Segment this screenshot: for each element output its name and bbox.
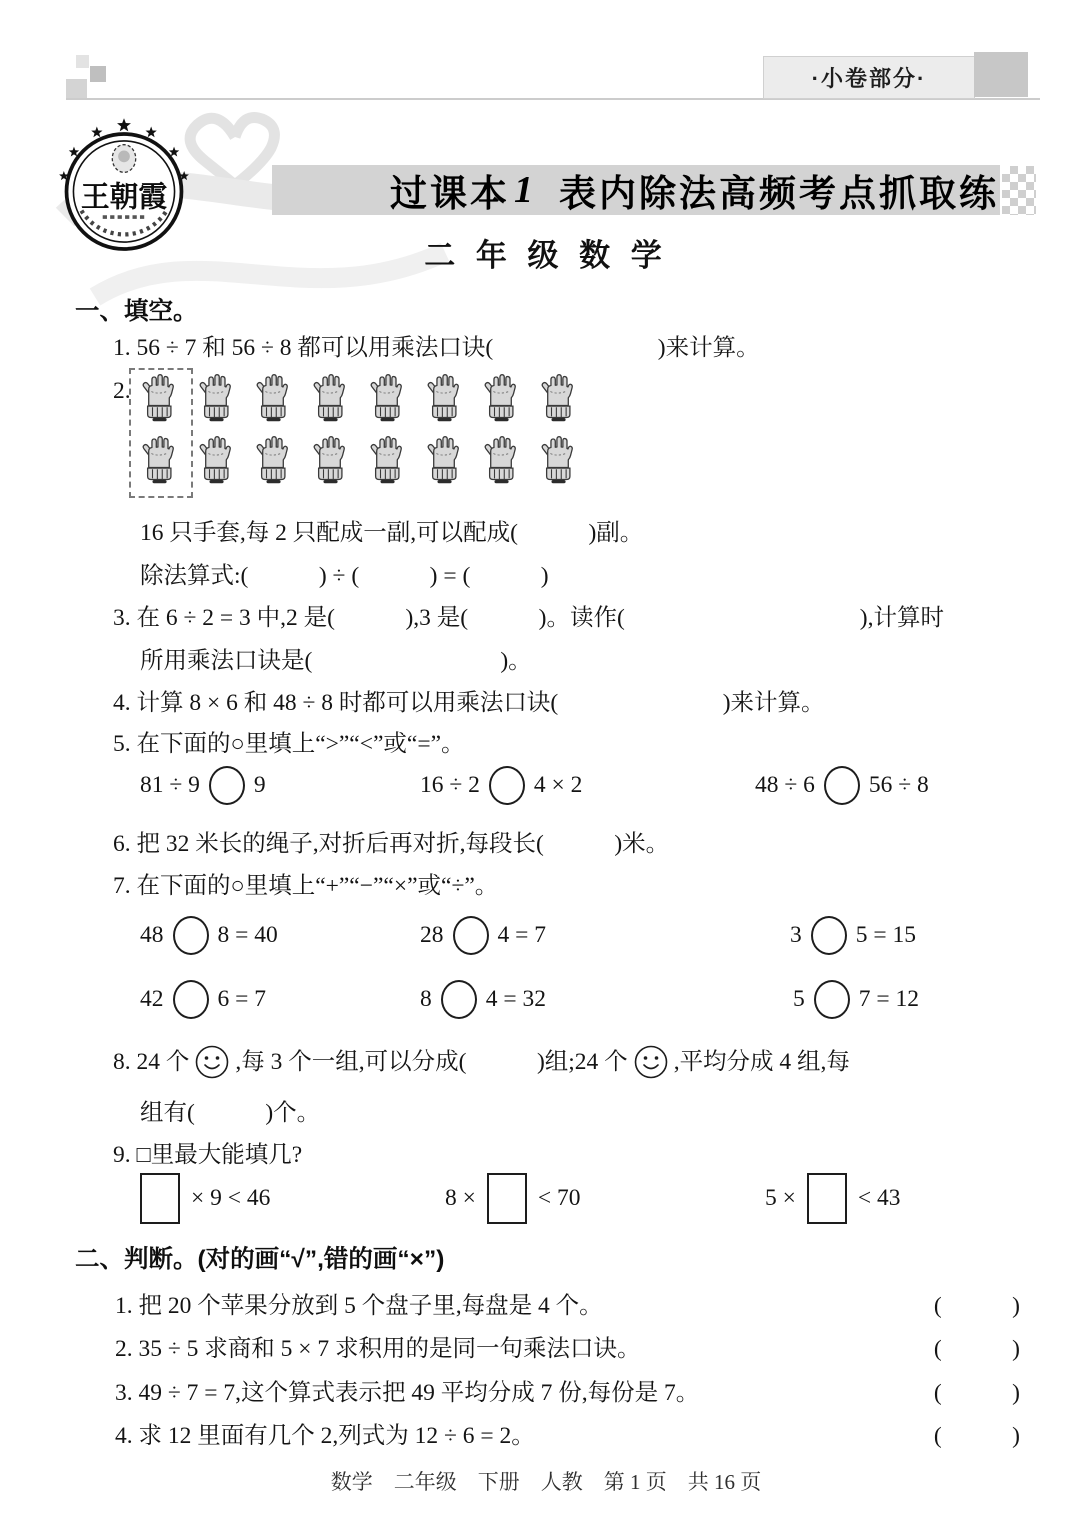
judge-item-3 — [115, 1376, 1020, 1410]
q5-item-3 — [755, 762, 929, 808]
glove-icon — [306, 434, 354, 486]
q2-line1: 16 只手套,每 2 只配成一副,可以配成( )副。 — [140, 520, 644, 546]
q9-item2-right: < 70 — [537, 1185, 581, 1211]
section1-title: 一、填空。 — [75, 298, 198, 325]
glove-icon — [363, 434, 411, 486]
q2-gloves-figure — [135, 372, 591, 490]
section2-title: 二、判断。(对的画“√”,错的画“×”) — [75, 1246, 445, 1273]
banner-title-text: 表内除法高频考点抓取练 — [559, 173, 999, 214]
q7-stem: 7. 在下面的○里填上“+”“−”“×”或“÷”。 — [113, 873, 499, 899]
q9-item1-answer-box — [140, 1173, 180, 1224]
q7-r2i2-right: 4 = 32 — [485, 986, 547, 1012]
glove-icon — [477, 372, 525, 424]
gloves-grid — [135, 372, 591, 490]
q8-part2: ,每 3 个一组,可以分成( )组;24 个 — [235, 1049, 628, 1075]
header-badge-block — [974, 52, 1028, 97]
glove-icon — [306, 372, 354, 424]
q7-row1-item3 — [790, 912, 916, 958]
q5-item-1 — [140, 762, 266, 808]
q5-item2-left: 16 ÷ 2 — [420, 772, 480, 798]
q7-r1i2-left: 28 — [420, 922, 444, 948]
glove-icon — [249, 372, 297, 424]
q8-line1 — [113, 1040, 850, 1084]
q7-r1i2-operator-circle — [453, 916, 489, 955]
deco-square-dark — [90, 66, 106, 82]
q5-item1-left: 81 ÷ 9 — [140, 772, 200, 798]
deco-square-light — [76, 55, 89, 68]
q9-item2-left: 8 × — [445, 1185, 476, 1211]
q9-item3-answer-box — [807, 1173, 847, 1224]
smiley-face-icon — [633, 1044, 669, 1080]
q5-stem: 5. 在下面的○里填上“>”“<”或“=”。 — [113, 731, 465, 757]
glove-icon — [135, 434, 183, 486]
q9-item2-answer-box — [487, 1173, 527, 1224]
q7-r2i1-right: 6 = 7 — [217, 986, 267, 1012]
banner-title-number: 1 — [514, 169, 533, 211]
glove-icon — [534, 434, 582, 486]
q3-line1: 3. 在 6 ÷ 2 = 3 中,2 是( ),3 是( )。读作( ),计算时 — [113, 605, 944, 631]
header-section-badge — [763, 56, 975, 99]
title-banner — [272, 165, 1000, 215]
q9-item-2 — [445, 1172, 581, 1224]
q5-item1-compare-circle — [209, 766, 245, 805]
q7-r1i1-left: 48 — [140, 922, 164, 948]
glove-icon — [534, 372, 582, 424]
q9-stem: 9. □里最大能填几? — [113, 1142, 303, 1168]
banner-title-prefix: 过课本 — [390, 173, 510, 214]
q5-item3-right: 56 ÷ 8 — [868, 772, 929, 798]
glove-icon — [420, 434, 468, 486]
q7-r1i3-right: 5 = 15 — [855, 922, 917, 948]
q3-line2: 所用乘法口诀是( )。 — [140, 648, 532, 674]
judge-item2-text: 2. 35 ÷ 5 求商和 5 × 7 求积用的是同一句乘法口诀。 — [115, 1336, 641, 1362]
q5-item3-left: 48 ÷ 6 — [755, 772, 815, 798]
q8-line2: 组有( )个。 — [140, 1100, 321, 1126]
q6-text: 6. 把 32 米长的绳子,对折后再对折,每段长( )米。 — [113, 831, 670, 857]
judge-item1-answer-bracket: ( ) — [933, 1293, 1020, 1319]
q7-row1-item2 — [420, 912, 546, 958]
q9-item-3 — [765, 1172, 901, 1224]
judge-item4-text: 4. 求 12 里面有几个 2,列式为 12 ÷ 6 = 2。 — [115, 1423, 535, 1449]
q7-row2-item2 — [420, 976, 546, 1022]
glove-icon — [192, 372, 240, 424]
q9-item1-right: × 9 < 46 — [191, 1185, 271, 1211]
header-badge-label: ·小卷部分· — [811, 66, 927, 91]
q7-row2-item3 — [793, 976, 919, 1022]
q9-item3-left: 5 × — [765, 1185, 796, 1211]
q1-text: 1. 56 ÷ 7 和 56 ÷ 8 都可以用乘法口诀( )来计算。 — [113, 335, 760, 361]
q7-row1-item1 — [140, 912, 278, 958]
q7-r1i2-right: 4 = 7 — [497, 922, 547, 948]
glove-icon — [420, 372, 468, 424]
q7-r1i1-right: 8 = 40 — [217, 922, 278, 948]
glove-icon — [249, 434, 297, 486]
q7-r2i2-left: 8 — [420, 986, 432, 1012]
judge-item3-text: 3. 49 ÷ 7 = 7,这个算式表示把 49 平均分成 7 份,每份是 7。 — [115, 1380, 700, 1406]
judge-item4-answer-bracket: ( ) — [933, 1423, 1020, 1449]
glove-icon — [192, 434, 240, 486]
q7-r2i3-left: 5 — [793, 986, 805, 1012]
banner-checker-decoration — [1002, 166, 1036, 215]
brand-name-text: 王朝霞 — [80, 181, 168, 214]
q7-r2i1-left: 42 — [140, 986, 164, 1012]
q8-part1: 8. 24 个 — [113, 1049, 190, 1075]
q9-item3-right: < 43 — [857, 1185, 901, 1211]
q2-number: 2. — [113, 378, 131, 404]
q7-row2-item1 — [140, 976, 266, 1022]
q7-r2i3-right: 7 = 12 — [858, 986, 920, 1012]
q9-item-1 — [140, 1172, 270, 1224]
smiley-face-icon — [194, 1044, 230, 1080]
q5-item-2 — [420, 762, 582, 808]
q7-r2i3-operator-circle — [814, 980, 850, 1019]
q5-item2-right: 4 × 2 — [533, 772, 583, 798]
q7-r1i1-operator-circle — [173, 916, 209, 955]
q7-r1i3-left: 3 — [790, 922, 802, 948]
q7-r2i2-operator-circle — [441, 980, 477, 1019]
q7-r2i1-operator-circle — [173, 980, 209, 1019]
q4-text: 4. 计算 8 × 6 和 48 ÷ 8 时都可以用乘法口诀( )来计算。 — [113, 690, 825, 716]
q5-item1-right: 9 — [253, 772, 266, 798]
q2-line2: 除法算式:( ) ÷ ( ) = ( ) — [140, 563, 549, 589]
page-subtitle: 二 年 级 数 学 — [424, 238, 668, 273]
q7-r1i3-operator-circle — [811, 916, 847, 955]
judge-item-1 — [115, 1289, 1020, 1323]
q5-item3-compare-circle — [824, 766, 860, 805]
judge-item2-answer-bracket: ( ) — [933, 1336, 1020, 1362]
q5-item2-compare-circle — [489, 766, 525, 805]
judge-item1-text: 1. 把 20 个苹果分放到 5 个盘子里,每盘是 4 个。 — [115, 1293, 603, 1319]
glove-icon — [477, 434, 525, 486]
glove-icon — [363, 372, 411, 424]
judge-item-4 — [115, 1419, 1020, 1453]
judge-item-2 — [115, 1332, 1020, 1366]
q8-part3: ,平均分成 4 组,每 — [673, 1049, 850, 1075]
glove-icon — [135, 372, 183, 424]
judge-item3-answer-bracket: ( ) — [933, 1380, 1020, 1406]
page-footer: 数学 二年级 下册 人教 第 1 页 共 16 页 — [330, 1470, 762, 1494]
